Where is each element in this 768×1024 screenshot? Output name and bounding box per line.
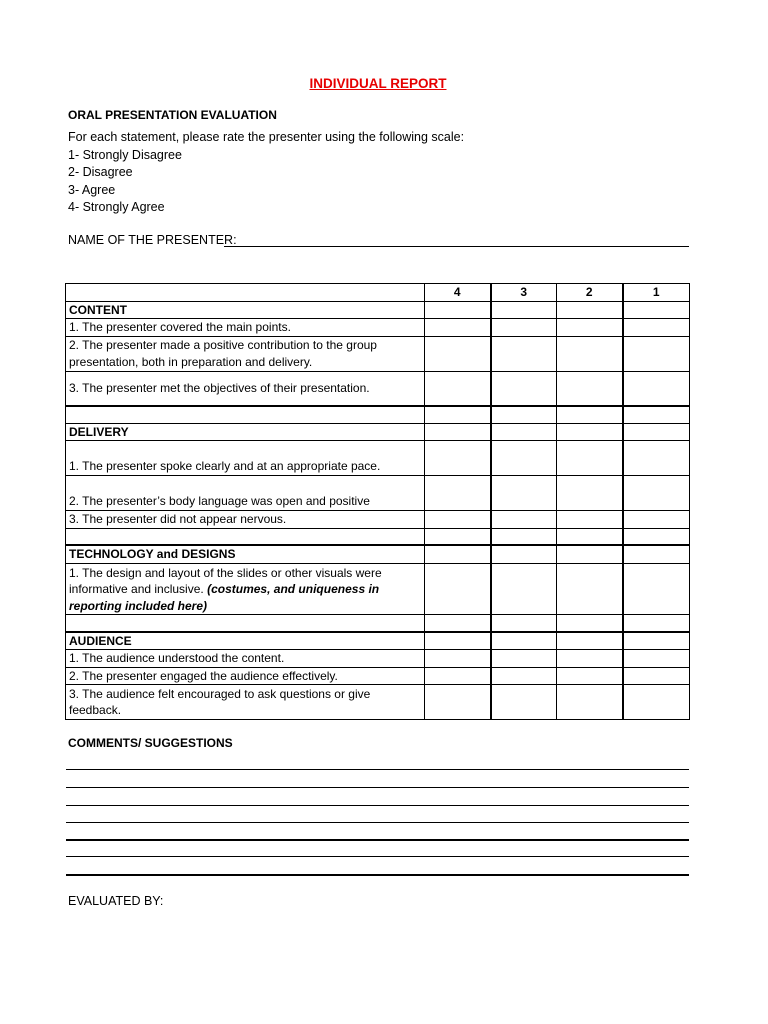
section-row <box>66 301 690 319</box>
comment-line[interactable] <box>66 822 689 823</box>
section-row <box>66 545 690 563</box>
table-row <box>66 685 690 720</box>
rating-cell[interactable] <box>491 406 557 423</box>
rating-cell[interactable] <box>557 667 623 685</box>
rating-instructions <box>68 129 464 217</box>
rating-header-2: 2 <box>557 284 623 302</box>
rating-cell[interactable] <box>623 528 690 545</box>
rating-cell[interactable] <box>623 511 690 529</box>
comment-line[interactable] <box>66 856 689 857</box>
rating-cell[interactable] <box>425 336 491 371</box>
rating-cell[interactable] <box>491 371 557 406</box>
comment-line[interactable] <box>66 787 689 788</box>
rating-cell[interactable] <box>425 406 491 423</box>
rating-cell[interactable] <box>491 319 557 337</box>
rating-cell[interactable] <box>491 336 557 371</box>
table-row <box>66 563 690 615</box>
rating-cell[interactable] <box>557 528 623 545</box>
presenter-name-field[interactable] <box>224 246 689 247</box>
rating-cell[interactable] <box>623 476 690 511</box>
section-title-delivery: DELIVERY <box>66 423 425 441</box>
rating-cell[interactable] <box>557 441 623 476</box>
rating-header-4: 4 <box>425 284 491 302</box>
comment-line[interactable] <box>66 874 689 876</box>
rating-cell[interactable] <box>623 650 690 668</box>
rating-cell[interactable] <box>425 319 491 337</box>
rating-cell[interactable] <box>425 685 491 720</box>
scale-item-4: 4- Strongly Agree <box>68 200 165 215</box>
rating-cell[interactable] <box>557 615 623 632</box>
rating-cell[interactable] <box>623 685 690 720</box>
rating-cell[interactable] <box>425 511 491 529</box>
rating-cell[interactable] <box>623 423 690 441</box>
spacer-row <box>66 615 690 632</box>
rating-cell[interactable] <box>623 371 690 406</box>
rating-cell[interactable] <box>557 406 623 423</box>
section-title-technology: TECHNOLOGY and DESIGNS <box>66 545 425 563</box>
document-title: INDIVIDUAL REPORT <box>309 76 447 91</box>
rating-cell[interactable] <box>491 650 557 668</box>
section-title-content: CONTENT <box>66 301 425 319</box>
rating-cell[interactable] <box>425 632 491 650</box>
rating-cell[interactable] <box>491 476 557 511</box>
rating-cell[interactable] <box>491 301 557 319</box>
comment-line[interactable] <box>66 805 689 806</box>
rating-cell[interactable] <box>623 545 690 563</box>
criterion-text-main: 1. The design and layout of the slides or other visuals were informative and inclusive. <box>69 565 382 596</box>
rating-cell[interactable] <box>425 476 491 511</box>
rating-cell[interactable] <box>557 371 623 406</box>
rating-cell[interactable] <box>425 615 491 632</box>
criterion-text: 2. The presenter engaged the audience effectively. <box>66 667 425 685</box>
table-row <box>66 667 690 685</box>
rating-cell[interactable] <box>557 545 623 563</box>
rating-cell[interactable] <box>557 336 623 371</box>
table-row <box>66 511 690 529</box>
rating-header-3: 3 <box>491 284 557 302</box>
rating-cell[interactable] <box>557 650 623 668</box>
scale-item-1: 1- Strongly Disagree <box>68 147 182 162</box>
table-row <box>66 476 690 511</box>
rating-cell[interactable] <box>557 563 623 615</box>
scale-item-2: 2- Disagree <box>68 165 133 180</box>
rating-cell[interactable] <box>557 423 623 441</box>
rating-cell[interactable] <box>557 476 623 511</box>
blank-cell <box>66 528 425 545</box>
comment-line[interactable] <box>66 769 689 770</box>
spacer-row <box>66 528 690 545</box>
table-row <box>66 650 690 668</box>
criterion-text: 3. The presenter did not appear nervous. <box>66 511 425 529</box>
rating-cell[interactable] <box>623 441 690 476</box>
rating-header-1: 1 <box>623 284 690 302</box>
rating-cell[interactable] <box>491 685 557 720</box>
rating-cell[interactable] <box>491 667 557 685</box>
section-row <box>66 423 690 441</box>
rating-cell[interactable] <box>623 667 690 685</box>
rating-cell[interactable] <box>491 528 557 545</box>
table-row <box>66 336 690 371</box>
criterion-note: (costumes, and uniqueness in reporting included here) <box>69 582 380 613</box>
rating-cell[interactable] <box>425 301 491 319</box>
blank-cell <box>66 615 425 632</box>
comments-heading: COMMENTS/ SUGGESTIONS <box>68 736 233 750</box>
criterion-text: 1. The presenter covered the main points. <box>66 319 425 337</box>
rating-cell[interactable] <box>491 632 557 650</box>
rating-cell[interactable] <box>623 406 690 423</box>
section-title-audience: AUDIENCE <box>66 632 425 650</box>
rating-cell[interactable] <box>425 545 491 563</box>
rating-cell[interactable] <box>491 441 557 476</box>
rating-cell[interactable] <box>425 563 491 615</box>
table-row <box>66 371 690 406</box>
rating-cell[interactable] <box>623 615 690 632</box>
section-heading: ORAL PRESENTATION EVALUATION <box>68 108 277 122</box>
rating-cell[interactable] <box>623 632 690 650</box>
rating-cell[interactable] <box>623 319 690 337</box>
instruction-text: For each statement, please rate the presenter using the following scale: <box>68 130 465 144</box>
rating-cell[interactable] <box>425 423 491 441</box>
rating-cell[interactable] <box>557 632 623 650</box>
rating-cell[interactable] <box>425 650 491 668</box>
rating-cell[interactable] <box>425 371 491 406</box>
rating-cell[interactable] <box>557 685 623 720</box>
criterion-text: 2. The presenter’s body language was open and positive <box>66 476 425 511</box>
criterion-text: 1. The presenter spoke clearly and at an appropriate pace. <box>66 441 425 476</box>
scale-item-3: 3- Agree <box>68 182 116 197</box>
rating-cell[interactable] <box>623 301 690 319</box>
criterion-text <box>66 563 425 615</box>
section-row <box>66 632 690 650</box>
spacer-row <box>66 406 690 423</box>
rating-cell[interactable] <box>557 301 623 319</box>
rating-cell[interactable] <box>425 528 491 545</box>
rating-cell[interactable] <box>491 511 557 529</box>
rating-cell[interactable] <box>425 667 491 685</box>
rating-cell[interactable] <box>425 441 491 476</box>
rating-cell[interactable] <box>557 319 623 337</box>
table-row <box>66 441 690 476</box>
table-row <box>66 319 690 337</box>
comment-line[interactable] <box>66 839 689 841</box>
criterion-text: 2. The presenter made a positive contribution to the group presentation, both in preparation and delivery. <box>66 336 425 371</box>
blank-cell <box>66 406 425 423</box>
rating-cell[interactable] <box>623 563 690 615</box>
rating-cell[interactable] <box>491 615 557 632</box>
rating-cell[interactable] <box>491 563 557 615</box>
rating-cell[interactable] <box>491 423 557 441</box>
rating-cell[interactable] <box>557 511 623 529</box>
header-row <box>66 284 690 302</box>
rating-cell[interactable] <box>623 336 690 371</box>
presenter-name-label: NAME OF THE PRESENTER: <box>68 233 237 247</box>
criterion-text: 1. The audience understood the content. <box>66 650 425 668</box>
criterion-text: 3. The presenter met the objectives of their presentation. <box>66 371 425 406</box>
header-blank <box>66 284 425 302</box>
evaluated-by-label: EVALUATED BY: <box>68 894 164 908</box>
criterion-text: 3. The audience felt encouraged to ask questions or give feedback. <box>66 685 425 720</box>
rating-cell[interactable] <box>491 545 557 563</box>
evaluation-table <box>65 283 690 720</box>
